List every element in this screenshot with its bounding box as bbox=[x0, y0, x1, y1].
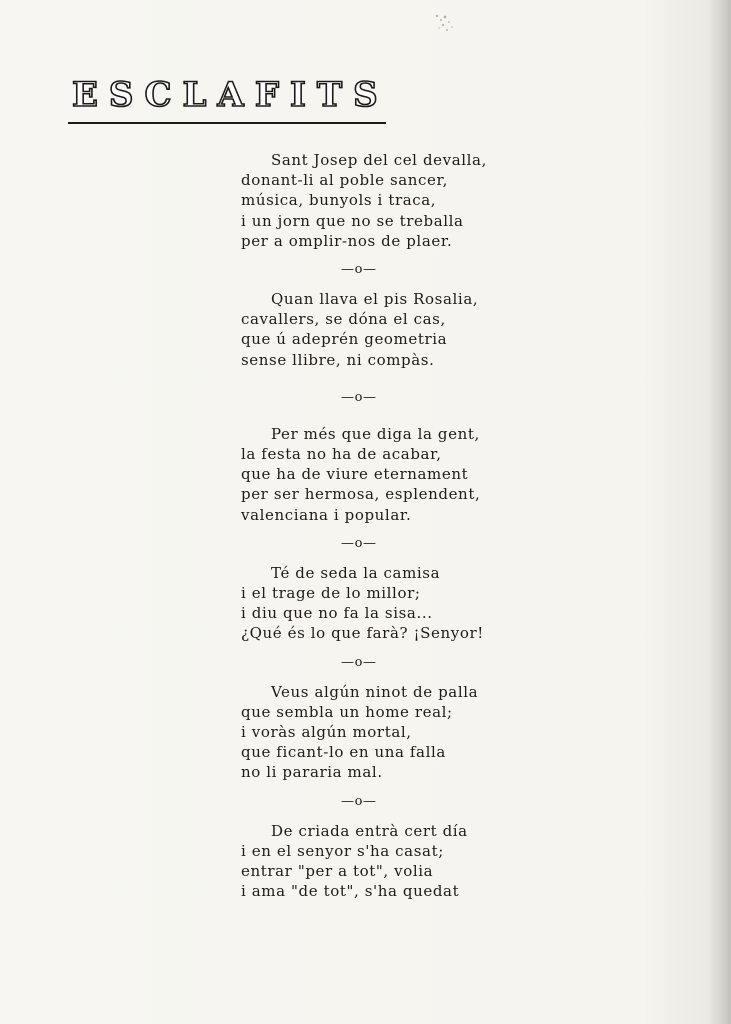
stanza-2 bbox=[241, 289, 541, 370]
title-underline bbox=[68, 122, 386, 124]
poem-line: que ficant-lo en una falla bbox=[241, 743, 446, 762]
stanza-separator: —o— bbox=[341, 262, 377, 278]
stanza-separator: —o— bbox=[341, 389, 377, 405]
stanza-separator: —o— bbox=[341, 535, 377, 551]
poem-line: donant-li al poble sancer, bbox=[241, 171, 449, 190]
poem-line: Per més que diga la gent, bbox=[271, 424, 480, 443]
poem-line: entrar "per a tot", volia bbox=[241, 862, 434, 881]
poem-line: Sant Josep del cel devalla, bbox=[271, 151, 487, 169]
poem-line: Veus algún ninot de palla bbox=[271, 682, 479, 701]
poem-line: i diu que no fa la sisa... bbox=[241, 604, 433, 623]
poem-line: per ser hermosa, esplendent, bbox=[241, 485, 481, 504]
stanza-separator: —o— bbox=[341, 793, 377, 809]
poem-line: música, bunyols i traca, bbox=[241, 191, 437, 210]
poem-line: i ama "de tot", s'ha quedat bbox=[241, 882, 460, 901]
poem-line: que ú adeprén geometria bbox=[241, 330, 448, 349]
poem bbox=[241, 150, 541, 901]
poem-line: Té de seda la camisa bbox=[271, 563, 441, 582]
poem-line: De criada entrà cert día bbox=[271, 821, 468, 840]
poem-line: i el trage de lo millor; bbox=[241, 584, 421, 603]
poem-line: sense llibre, ni compàs. bbox=[241, 350, 435, 369]
poem-line: per a omplir-nos de plaer. bbox=[241, 231, 453, 250]
stanza-separator: —o— bbox=[341, 654, 377, 670]
stanza-4 bbox=[241, 563, 541, 644]
poem-line: la festa no ha de acabar, bbox=[241, 445, 442, 464]
page-title: ESCLAFITS bbox=[72, 75, 389, 115]
poem-line: Quan llava el pis Rosalia, bbox=[271, 290, 479, 309]
page-edge-shadow bbox=[709, 0, 731, 1024]
stanza-5 bbox=[241, 682, 541, 783]
stanza-1 bbox=[241, 150, 541, 251]
poem-line: i un jorn que no se treballa bbox=[241, 211, 464, 230]
stanza-3 bbox=[241, 424, 541, 525]
ink-smudge bbox=[425, 8, 465, 38]
poem-line: valenciana i popular. bbox=[241, 505, 412, 524]
poem-line: i en el senyor s'ha casat; bbox=[241, 841, 444, 860]
poem-line: cavallers, se dóna el cas, bbox=[241, 310, 446, 329]
poem-line: que ha de viure eternament bbox=[241, 465, 469, 484]
poem-line: no li pararia mal. bbox=[241, 763, 383, 782]
poem-line: ¿Qué és lo que farà? ¡Senyor! bbox=[241, 624, 484, 643]
poem-line: que sembla un home real; bbox=[241, 702, 453, 721]
stanza-6 bbox=[241, 821, 541, 902]
poem-line: i voràs algún mortal, bbox=[241, 723, 412, 742]
